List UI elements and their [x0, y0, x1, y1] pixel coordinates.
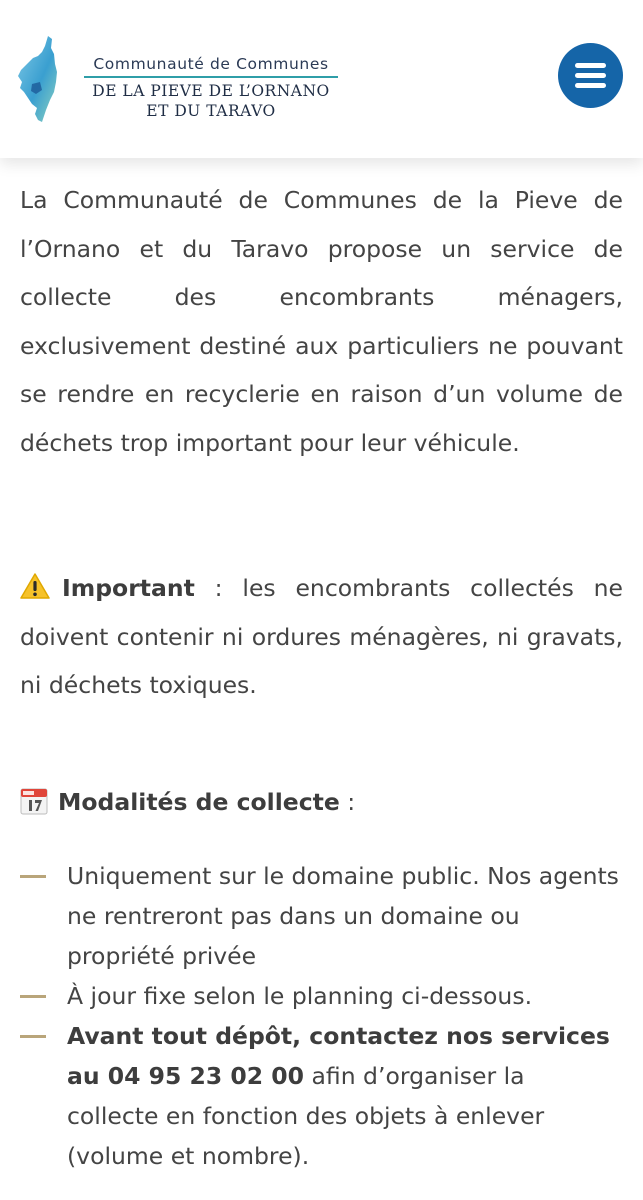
list-item	[20, 1016, 623, 1176]
modalites-heading	[20, 784, 623, 820]
site-logo[interactable]	[18, 36, 338, 122]
intro-paragraph: La Communauté de Communes de la Pieve de l’Ornano et du Taravo propose un service de collecte des encombrants ménagers, exclusivement destiné aux particuliers ne pouvant se rendre en recyclerie en raison d’un volume de déchets trop important pour leur véhicule.	[20, 186, 623, 457]
logo-line-1: Communauté de Communes	[93, 55, 329, 73]
modalites-title: Modalités de collecte	[58, 787, 340, 816]
logo-text	[84, 54, 338, 121]
page-content	[20, 176, 623, 1176]
corsica-map-icon	[18, 36, 60, 122]
modalites-suffix: :	[339, 787, 356, 816]
list-item	[20, 976, 623, 1016]
important-text: les encombrants collectés ne doivent contenir ni ordures ménagères, ni gravats, ni déchets toxiques.	[20, 574, 624, 699]
logo-divider	[84, 76, 338, 78]
menu-button[interactable]	[558, 43, 623, 108]
logo-line-3: ET DU TARAVO	[146, 102, 276, 120]
important-paragraph	[20, 564, 623, 710]
dash-bullet-icon	[20, 995, 46, 998]
important-label: Important	[62, 574, 195, 602]
dash-bullet-icon	[20, 875, 46, 878]
warning-icon	[20, 573, 50, 599]
logo-line-2: DE LA PIEVE DE L’ORNANO	[92, 82, 330, 100]
calendar-icon	[20, 787, 48, 815]
list-item-text: Uniquement sur le domaine public. Nos agents ne rentreront pas dans un domaine ou propriété privée	[67, 861, 619, 970]
dash-bullet-icon	[20, 1035, 46, 1038]
list-item-text: À jour fixe selon le planning ci-dessous.	[67, 981, 533, 1010]
contact-phone-text[interactable]: Avant tout dépôt, contactez nos services au 04 95 23 02 00	[67, 1021, 610, 1090]
list-item	[20, 856, 623, 976]
site-header	[0, 0, 643, 158]
list-item-text: afin d’organiser la collecte en fonction des objets à enlever (volume et nombre).	[67, 1061, 545, 1170]
important-separator: :	[194, 574, 243, 602]
modalites-list	[20, 856, 623, 1176]
